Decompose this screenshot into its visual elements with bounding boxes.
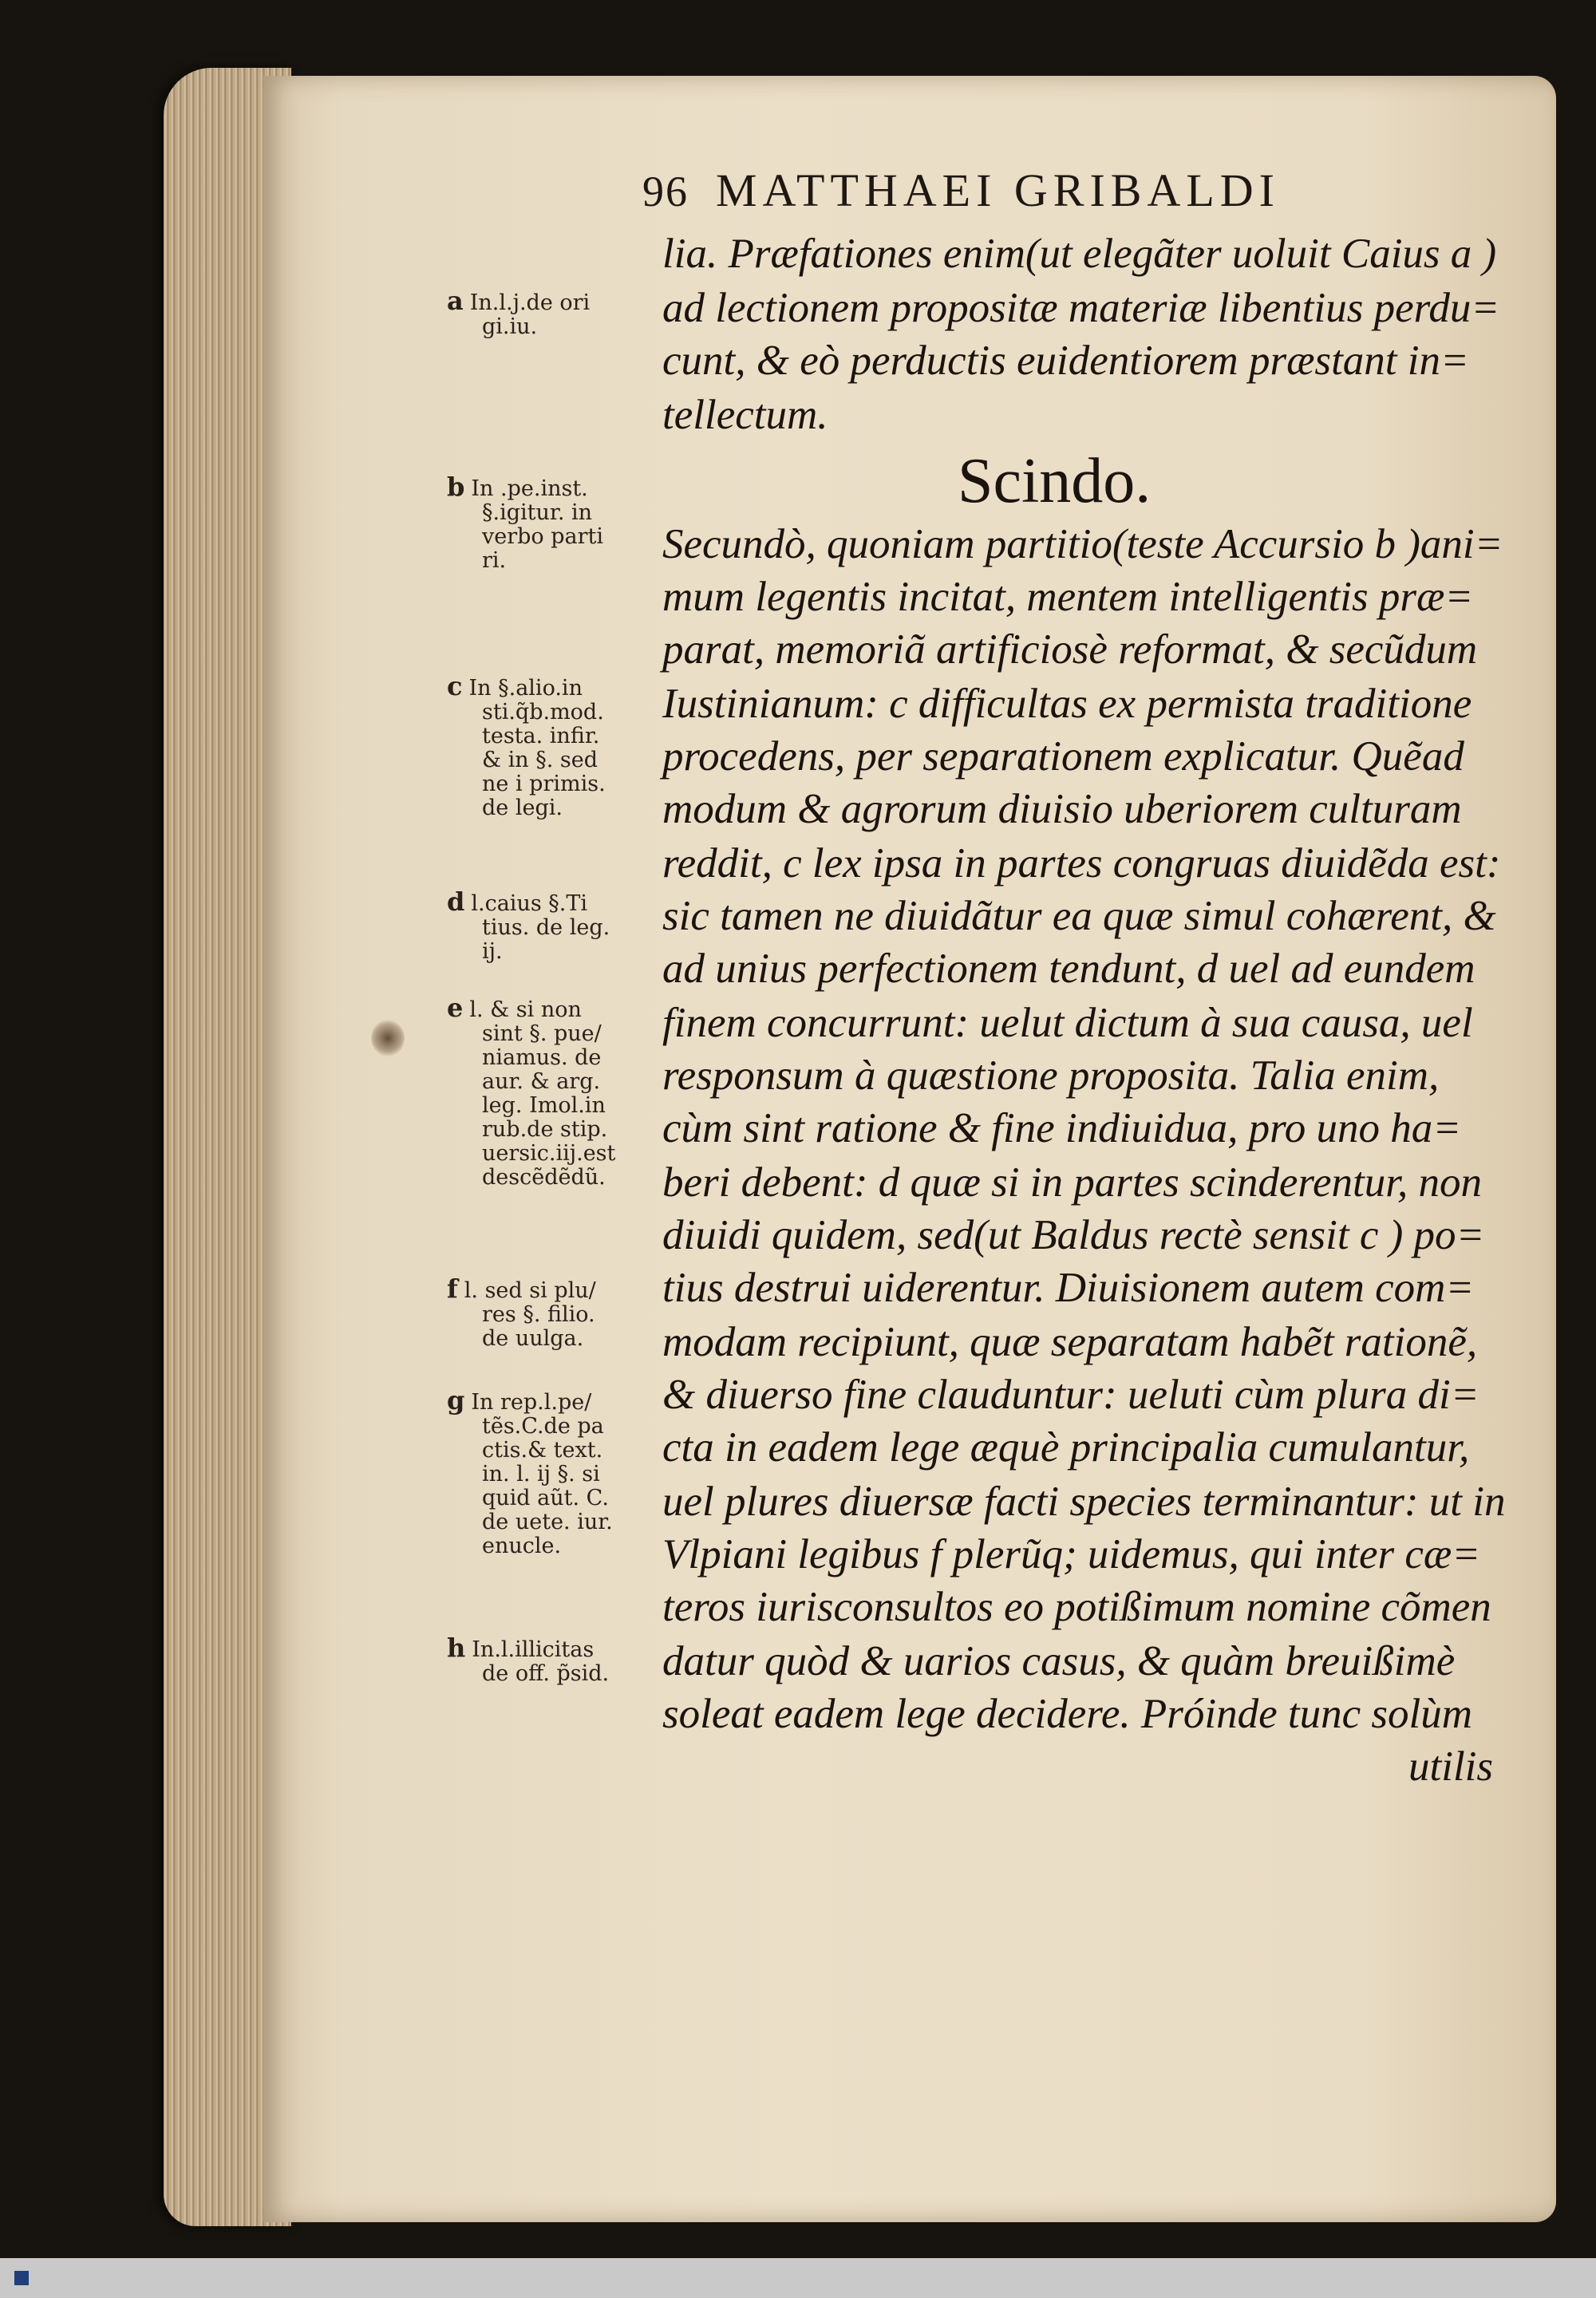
note-line: In .pe.inst.	[471, 476, 588, 501]
note-line: niamus. de	[482, 1045, 602, 1070]
page-number: 96	[642, 168, 689, 215]
note-line: In.l.illicitas	[472, 1637, 595, 1662]
marginal-note-h	[447, 1633, 662, 1686]
note-line: uersic.iij.est	[482, 1141, 616, 1166]
marginal-note-a	[447, 286, 662, 339]
note-line: de legi.	[482, 796, 563, 820]
body-line: lia. Præfationes enim(ut elegãter uoluit Caius a )	[662, 231, 1497, 277]
marginal-note-d	[447, 886, 662, 964]
note-line: sti.q̃b.mod.	[482, 700, 604, 725]
note-line: l. sed si plu/	[464, 1278, 596, 1303]
body-line: Vlpiani legibus f plerũq; uidemus, qui inter cæ=	[662, 1531, 1481, 1577]
ink-stain	[371, 1020, 405, 1056]
note-line: ctis.& text.	[482, 1438, 603, 1463]
library-logo-icon	[8, 2264, 35, 2292]
note-key: f	[447, 1273, 458, 1304]
body-line: Iustinianum: c difficultas ex permista traditione	[662, 681, 1472, 727]
marginal-note-c	[447, 671, 662, 820]
note-key: b	[447, 472, 465, 502]
note-key: g	[447, 1385, 465, 1416]
note-line: l. & si non	[469, 997, 582, 1022]
note-line: gi.iu.	[482, 314, 538, 339]
note-line: leg. Imol.in	[482, 1093, 606, 1118]
note-line: aur. & arg.	[482, 1069, 601, 1094]
body-line: tellectum.	[662, 392, 828, 438]
note-line: tẽs.C.de pa	[482, 1414, 604, 1439]
note-line: & in §. sed	[482, 748, 598, 772]
marginal-note-g	[447, 1385, 662, 1558]
note-line: de uulga.	[482, 1326, 584, 1351]
note-line: tius. de leg.	[482, 915, 610, 940]
note-line: In.l.j.de ori	[469, 290, 591, 315]
note-key: e	[447, 993, 464, 1023]
catchword: utilis	[1408, 1743, 1494, 1790]
body-line: cunt, & eò perductis euidentiorem præstant in=	[662, 338, 1469, 384]
running-title: MATTHAEI GRIBALDI	[716, 164, 1280, 216]
note-line: ij.	[482, 939, 503, 964]
body-line: teros iurisconsultos eo potißimum nomine cõmen	[662, 1584, 1491, 1630]
body-line: Secundò, quoniam partitio(teste Accursio b )ani=	[662, 521, 1503, 567]
note-line: In rep.l.pe/	[471, 1390, 592, 1415]
body-line: diuidi quidem, sed(ut Baldus rectè sensit c ) po=	[662, 1212, 1485, 1258]
marginal-note-e	[447, 993, 662, 1190]
body-line: responsum à quæstione proposita. Talia enim,	[662, 1052, 1440, 1099]
note-line: In §.alio.in	[468, 676, 583, 701]
note-line: l.caius §.Ti	[471, 891, 588, 916]
body-line: mum legentis incitat, mentem intelligentis præ=	[662, 574, 1474, 620]
note-line: sint §. pue/	[482, 1021, 602, 1046]
body-line: uel plures diuersæ facti species terminantur: ut in	[662, 1479, 1506, 1525]
marginal-note-f	[447, 1273, 662, 1351]
note-key: h	[447, 1633, 466, 1663]
section-heading: Scindo.	[958, 446, 1152, 516]
body-line: parat, memoriã artificiosè reformat, & secũdum	[662, 626, 1478, 673]
note-line: ri.	[482, 548, 507, 573]
note-line: enucle.	[482, 1534, 562, 1558]
note-line: testa. infir.	[482, 724, 600, 748]
body-line: datur quòd & uarios casus, & quàm breuißimè	[662, 1638, 1456, 1684]
body-line: finem concurrunt: uelut dictum à sua causa, uel	[662, 1000, 1473, 1046]
note-line: verbo parti	[482, 524, 604, 549]
body-line: cùm sint ratione & fine indiuidua, pro uno ha=	[662, 1105, 1462, 1151]
body-line: beri debent: d quæ si in partes scinderentur, non	[662, 1159, 1483, 1206]
body-line: cta in eadem lege æquè principalia cumulantur,	[662, 1424, 1470, 1471]
body-line: procedens, per separationem explicatur. Quẽad	[662, 733, 1464, 780]
note-line: de off. p̃sid.	[482, 1661, 610, 1686]
note-line: de uete. iur.	[482, 1510, 613, 1534]
note-key: d	[447, 886, 465, 917]
body-line: sic tamen ne diuidãtur ea quæ simul cohærent, &	[662, 893, 1496, 939]
note-line: in. l. ij §. si	[482, 1462, 600, 1487]
note-line: §.igitur. in	[482, 500, 593, 525]
note-line: descẽdẽdũ.	[482, 1165, 606, 1190]
body-line: ad lectionem propositæ materiæ libentius perdu=	[662, 285, 1500, 331]
body-line: & diuerso fine clauduntur: ueluti cùm plura di=	[662, 1372, 1479, 1418]
body-line: soleat eadem lege decidere. Próinde tunc solùm	[662, 1691, 1473, 1737]
note-key: a	[447, 286, 464, 316]
note-line: quid aũt. C.	[482, 1486, 609, 1510]
note-line: ne i primis.	[482, 772, 606, 796]
note-line: rub.de stip.	[482, 1117, 608, 1142]
body-line: modum & agrorum diuisio uberiorem culturam	[662, 786, 1462, 832]
note-key: c	[447, 671, 463, 701]
body-line: modam recipiunt, quæ separatam habẽt rationẽ,	[662, 1319, 1478, 1365]
marginal-note-b	[447, 472, 662, 573]
body-line: tius destrui uiderentur. Diuisionem autem com=	[662, 1265, 1475, 1311]
note-line: res §. filio.	[482, 1302, 595, 1327]
body-line: ad unius perfectionem tendunt, d uel ad eundem	[662, 946, 1476, 992]
viewer-footer-bar	[0, 2258, 1596, 2298]
body-line: reddit, c lex ipsa in partes congruas diuidẽda est:	[662, 840, 1501, 886]
running-head	[642, 164, 1440, 217]
